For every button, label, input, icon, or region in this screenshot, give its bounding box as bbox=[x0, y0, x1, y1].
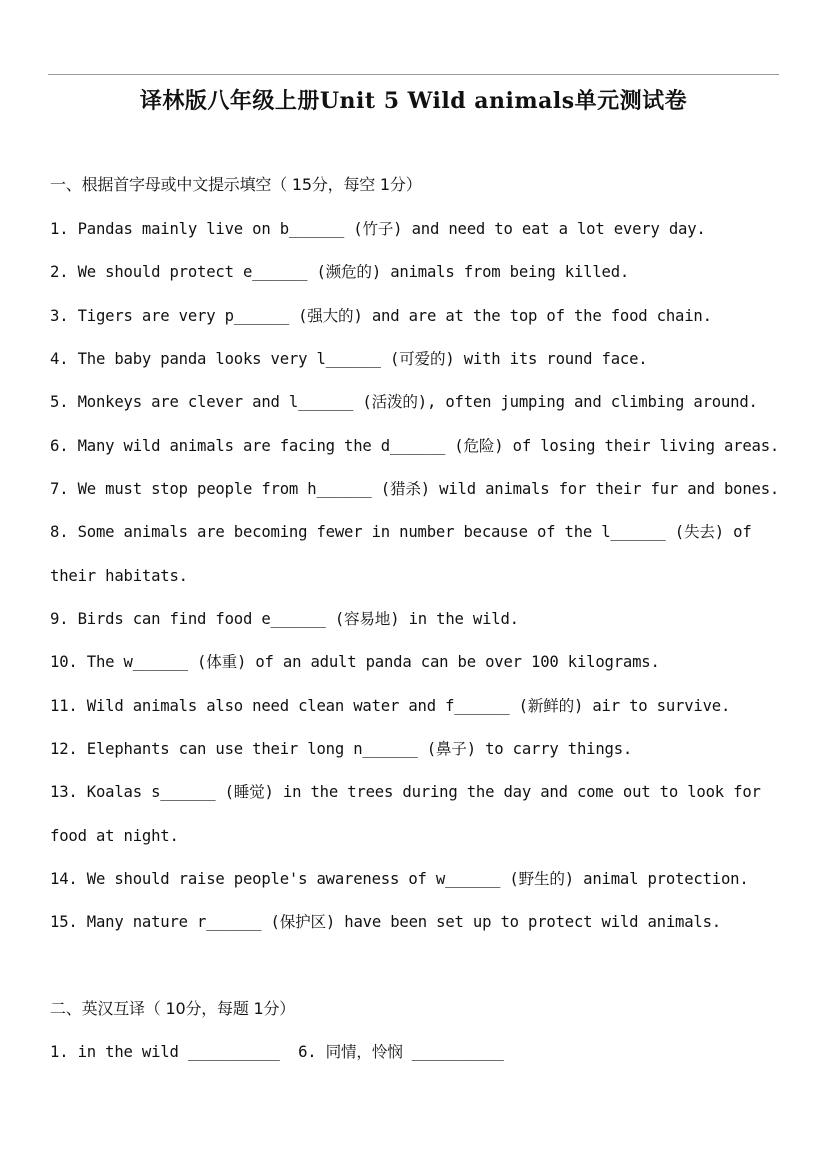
question-5: 5. Monkeys are clever and l______ (活泼的), often jumping and climbing around. bbox=[50, 393, 758, 411]
question-6: 6. Many wild animals are facing the d______ (危险) of losing their living areas. bbox=[50, 437, 780, 455]
question-4: 4. The baby panda looks very l______ (可爱的) with its round face. bbox=[50, 350, 648, 368]
question-3: 3. Tigers are very p______ (强大的) and are at the top of the food chain. bbox=[50, 307, 712, 325]
question-10: 10. The w______ (体重) of an adult panda can be over 100 kilograms. bbox=[50, 653, 660, 671]
translation-row-1: 1. in the wild __________ 6. 同情，怜悯 __________ bbox=[50, 1043, 504, 1061]
question-14: 14. We should raise people's awareness of w______ (野生的) animal protection. bbox=[50, 870, 749, 888]
section-1-heading: 一、根据首字母或中文提示填空（ 15分，每空 1分） bbox=[50, 175, 422, 194]
section-2-heading: 二、英汉互译（ 10分，每题 1分） bbox=[50, 999, 296, 1018]
question-13-cont: food at night. bbox=[50, 827, 179, 845]
question-2: 2. We should protect e______ (濒危的) animals from being killed. bbox=[50, 263, 630, 281]
question-11: 11. Wild animals also need clean water and f______ (新鲜的) air to survive. bbox=[50, 697, 731, 715]
header-rule bbox=[48, 74, 779, 75]
question-9: 9. Birds can find food e______ (容易地) in the wild. bbox=[50, 610, 519, 628]
question-8: 8. Some animals are becoming fewer in number because of the l______ (失去) of bbox=[50, 523, 752, 541]
question-13: 13. Koalas s______ (睡觉) in the trees during the day and come out to look for bbox=[50, 783, 761, 801]
question-15: 15. Many nature r______ (保护区) have been set up to protect wild animals. bbox=[50, 913, 721, 931]
question-8-cont: their habitats. bbox=[50, 567, 188, 585]
question-1: 1. Pandas mainly live on b______ (竹子) and need to eat a lot every day. bbox=[50, 220, 706, 238]
question-7: 7. We must stop people from h______ (猎杀) wild animals for their fur and bones. bbox=[50, 480, 780, 498]
question-12: 12. Elephants can use their long n______ (鼻子) to carry things. bbox=[50, 740, 633, 758]
page-title: 译林版八年级上册Unit 5 Wild animals单元测试卷 bbox=[139, 88, 688, 114]
